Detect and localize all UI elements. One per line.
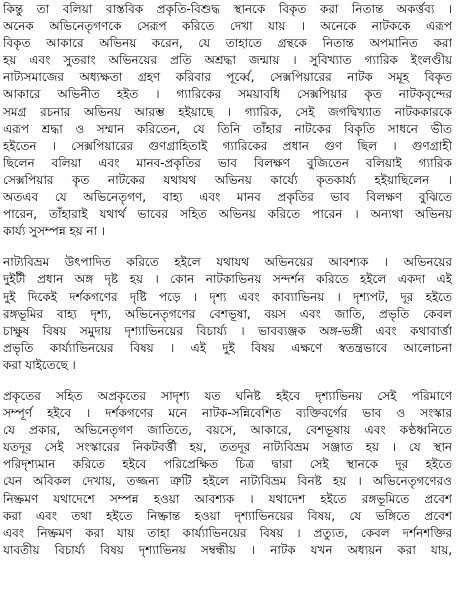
text-line: পরিদৃশ্যমান করিতে হইবে পরিপ্রেক্ষিত চিত্র দ্বারা সেই স্থানকে দূর হইতে (3, 457, 452, 472)
text-line: সমগ্র রচনার অভিনয় আরম্ভ হইয়াছে । গ্যারিক, সেই জগদ্বিখ্যাত নাটককারকে (3, 104, 452, 119)
text-line: এবং নিষ্ক্রমণ করা যায় তাহা কার্য্যাভিনয়ের বিষয় । প্রত্যুত, কেবল দর্শনশক্তির (3, 525, 452, 540)
paragraph-1 (3, 1, 452, 240)
text-line: নিষ্ক্রমণ যথাদেশে সম্পন্ন হওয়া আবশ্যক । যথাদেশ হইতে রঙ্গভূমিতে প্রবেশ (3, 491, 452, 506)
text-line: হয় এবং সুতরাং অভিনয়ের প্রতি অশ্রদ্ধা জন্মায় । সুবিখ্যাত গ্যারিক ইংলণ্ডীয় (3, 53, 452, 68)
text-line: যতদূর সেই সংস্কারের নিকটবর্ত্তী হয়, ততদূর নাট্যবিভ্রম সঞ্জাত হয় । যে স্থান (3, 440, 452, 455)
paragraph-2 (3, 254, 452, 374)
text-line: চাক্ষুষ বিষয় সমুদায় দৃশ্যাভিনয়ের বিচার্য্য । ভাবব্যঞ্জক অঙ্গ-ভঙ্গী এবং কথাবার্ত্তা (3, 323, 452, 338)
text-line: দুই দিকেই দর্শকগণের দৃষ্টি পড়ে । দৃশ্য এবং কাব্যাভিনয় । দৃশ্যপট, দূর হইতে (3, 289, 452, 304)
text-line: কিন্তু তা বলিয়া বাস্তবিক প্রকৃতি-বিশুদ্ধ স্থানকে বিকৃত করা নিতান্ত অকর্ত্তব্য । (3, 2, 452, 16)
text-line: আকারে অভিনীত হইত । গ্যারিকের সময়াবধি সেক্সপিয়ার কৃত নাটকবৃন্দের (3, 87, 452, 102)
text-line: দুইটী প্রধান অঙ্গ দৃষ্ট হয় । কোন নাটকাভিনয় সন্দর্শন করিতে হইলে একদা এই (3, 272, 452, 287)
text-line: হইতেন । সেক্সপিয়ারের গুণগ্রাহিতাই গ্যারিকের প্রধান গুণ ছিল । গুণগ্রাহী (3, 138, 452, 153)
text-line: ছিলেন বলিয়া এবং মানব-প্রকৃতির ভাব বিলক্ষণ বুজিতেন বলিয়াই গ্যারিক (3, 155, 452, 170)
text-line: অতএব যে অভিনেতৃগণ, বাহ্য এবং মানব প্রকৃতির ভাব বিলক্ষণ বুঝিতে (3, 190, 452, 205)
text-line: অনেক অভিনেতৃগণকে সেরূপ করিতে দেখা যায় । অনেকে নাটককে এরূপ (3, 19, 452, 34)
text-line: যাবতীয় বিচার্য্য বিষয় দৃশ্যাভিনয় সম্বন্ধীয় । নাটক যখন অধ্যয়ন করা যায়, (3, 542, 452, 557)
text-line: যে প্রকার, অভিনেতৃগণ জাতিতে, বয়সে, আকারে, বেশভূষায় এবং কণ্ঠধ্বনিতে (3, 423, 452, 438)
text-line: সেক্সপিয়ার কৃত নাটকের যথাযথ অভিনয় কার্য্যে কৃতকার্য্য হইয়াছিলেন । (3, 172, 452, 187)
text-line: সম্পূর্ণ হইবে । দর্শকগণের মনে নাটক-সন্নিবেশিত ব্যক্তিবর্গের ভাব ও সংস্কার (3, 406, 452, 421)
text-line: করা যাইতেছে । (3, 357, 76, 372)
text-line: কার্য্য সুসম্পন্ন হয় না । (3, 224, 105, 239)
text-line: রঙ্গভূমির বাহ্য দৃশ্য, অভিনেতৃগণের বেশভূষা, বয়স এবং জাতি, প্রভৃতি কেবল (3, 306, 452, 321)
text-line: প্রকৃতের সহিত অপ্রকৃতের সাদৃশ্য যত ঘনিষ্ট হইবে দৃশ্যাভিনয় সেই পরিমাণে (3, 388, 452, 403)
text-line: নাট্যবিভ্রম উৎপাদিত করিতে হইলে যথাযথ অভিনয়ের আবশ্যক । অভিনয়ের (3, 255, 452, 270)
text-line: নাট্যসমাজের অধ্যক্ষতা গ্রহণ করিবার পূর্ব্বে, সেক্সপিয়ারের নাটক সমূহ বিকৃত (3, 70, 452, 85)
text-line: যেন অবিকল দেখায়, তজ্জন্য ত্রুটি হইলে নাট্যবিভ্রম বিনষ্ট হয় । অভিনেতৃগণেরও (3, 474, 452, 489)
text-line: করা এবং তথা হইতে নিষ্ক্রান্ত হওয়া দৃশ্যাভিনয়ের বিষয়, যে ভঙ্গিতে প্রবেশ (3, 508, 452, 523)
paragraph-3 (3, 388, 452, 559)
paragraph-gap (3, 240, 452, 254)
paragraph-gap (3, 374, 452, 388)
text-line: বিকৃত আকারে অভিনয় করেন, যে তাহাতে গ্রন্থকে নিতান্ত অপমানিত করা (3, 36, 452, 51)
text-line: এরূপ শ্রদ্ধা ও সম্মান করিতেন, যে তিনি তাঁহার নাটকের বিকৃতি সাধনে ভীত (3, 121, 452, 136)
text-line: পারেন, তাঁহারাই যথার্থ ভাবের সহিত অভিনয় করিতে পারেন । অন্যথা অভিনয় (3, 207, 452, 222)
text-line: প্রভৃতি কার্য্যাভিনয়ের বিষয় । এই দুই বিষয় এক্ষণে স্বতন্ত্রভাবে আলোচনা (3, 340, 452, 355)
